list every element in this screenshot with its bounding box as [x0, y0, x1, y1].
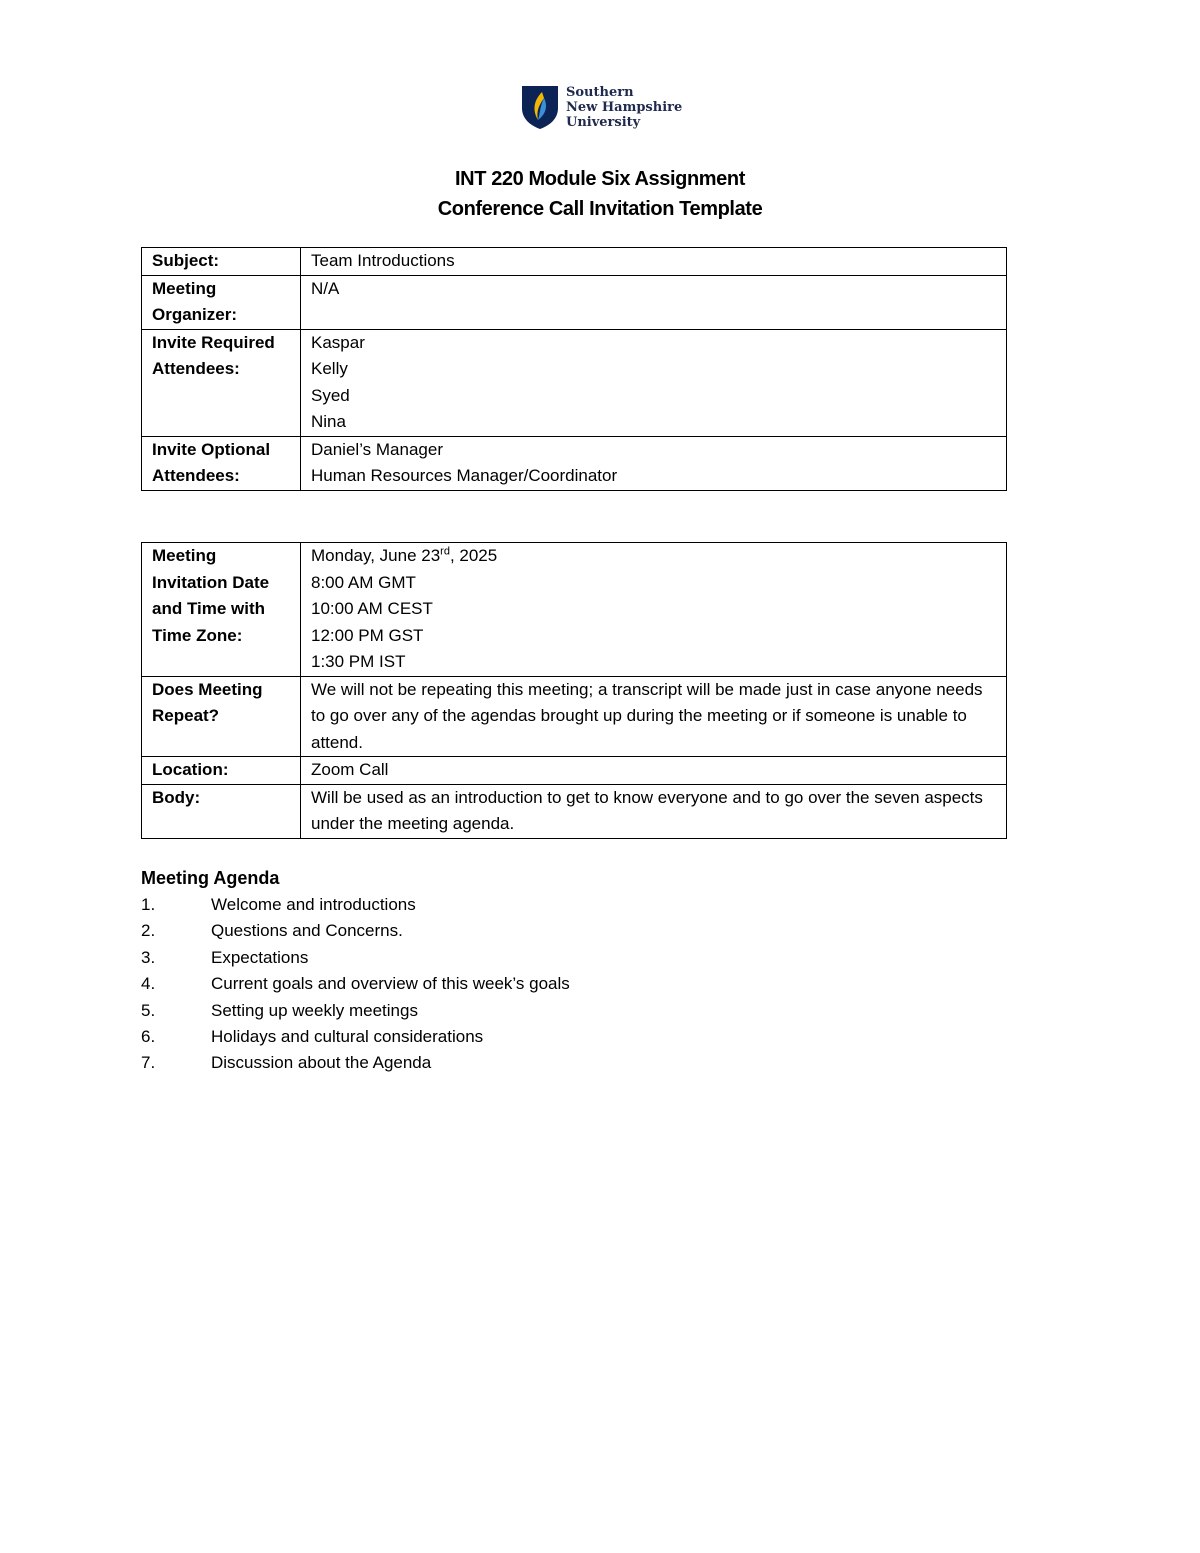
item-text: Questions and Concerns. [211, 921, 403, 941]
value-line: Syed [311, 385, 350, 405]
list-item [141, 1024, 570, 1050]
item-text: Setting up weekly meetings [211, 1000, 418, 1020]
university-logo [520, 84, 682, 130]
item-number: 5. [141, 1000, 156, 1020]
row-label: Body: [142, 784, 301, 838]
item-number: 4. [141, 974, 156, 994]
row-value [301, 329, 1007, 436]
item-number: 7. [141, 1053, 156, 1073]
table-row [142, 757, 1007, 785]
row-value: Will be used as an introduction to get to know everyone and to go over the seven aspects under the meeting agenda. [301, 784, 1007, 838]
value-line: Kaspar [311, 332, 365, 352]
table-row [142, 784, 1007, 838]
value-line: Human Resources Manager/Coordinator [311, 466, 618, 485]
table-row [142, 275, 1007, 329]
logo-line: University [566, 114, 641, 130]
row-label: Invite Required Attendees: [142, 329, 301, 436]
item-text: Holidays and cultural considerations [211, 1027, 484, 1047]
table-row [142, 543, 1007, 677]
item-number: 6. [141, 1027, 156, 1047]
meeting-agenda [141, 864, 570, 1077]
table-row [142, 676, 1007, 757]
row-label: Subject: [142, 248, 301, 276]
item-text: Current goals and overview of this week’s goals [211, 974, 570, 994]
row-label: Does Meeting Repeat? [142, 676, 301, 757]
value-line: Daniel’s Manager [311, 439, 443, 459]
value-line: Nina [311, 412, 346, 431]
item-text: Discussion about the Agenda [211, 1053, 432, 1073]
table-row [142, 436, 1007, 490]
list-item [141, 998, 570, 1024]
list-item [141, 945, 570, 971]
time-line: 10:00 AM CEST [311, 599, 433, 618]
shield-flame-icon [520, 84, 560, 130]
time-line: 8:00 AM GMT [311, 572, 416, 592]
item-number: 1. [141, 895, 156, 914]
time-line: 1:30 PM IST [311, 652, 406, 671]
list-item [141, 892, 570, 918]
row-label: Meeting Invitation Date and Time with Time Zone: [142, 543, 301, 677]
invitation-details-table [141, 247, 1007, 491]
meeting-date [311, 543, 998, 570]
row-value [301, 436, 1007, 490]
list-item [141, 918, 570, 944]
table-row [142, 248, 1007, 276]
date-text: Monday, June 23 [311, 546, 441, 565]
row-label: Meeting Organizer: [142, 275, 301, 329]
item-text: Welcome and introductions [211, 895, 416, 914]
date-year: , 2025 [449, 546, 498, 565]
list-item [141, 971, 570, 997]
value-line: Team Introductions [311, 251, 455, 270]
title-line-2: Conference Call Invitation Template [437, 198, 763, 220]
row-value: Zoom Call [301, 757, 1007, 785]
row-label: Location: [142, 757, 301, 785]
meeting-schedule-table [141, 542, 1007, 839]
item-number: 3. [141, 947, 156, 967]
row-label: Invite Optional Attendees: [142, 436, 301, 490]
list-item [141, 1050, 570, 1076]
date-ordinal: rd [440, 545, 450, 558]
time-line: 12:00 PM GST [311, 625, 424, 645]
value-line: N/A [311, 278, 340, 298]
logo-line: Southern [566, 84, 634, 100]
document-title [0, 164, 1200, 224]
value-line: Kelly [311, 359, 348, 378]
logo-line: New Hampshire [566, 99, 683, 115]
agenda-heading: Meeting Agenda [141, 868, 280, 888]
row-value [301, 248, 1007, 276]
item-number: 2. [141, 921, 156, 941]
row-value [301, 275, 1007, 329]
row-value: We will not be repeating this meeting; a transcript will be made just in case anyone needs to go over any of the agendas brought up during the meeting or if someone is unable to attend. [301, 676, 1007, 757]
item-text: Expectations [211, 947, 309, 967]
title-line-1: INT 220 Module Six Assignment [455, 168, 745, 190]
row-value [301, 543, 1007, 677]
table-row [142, 329, 1007, 436]
